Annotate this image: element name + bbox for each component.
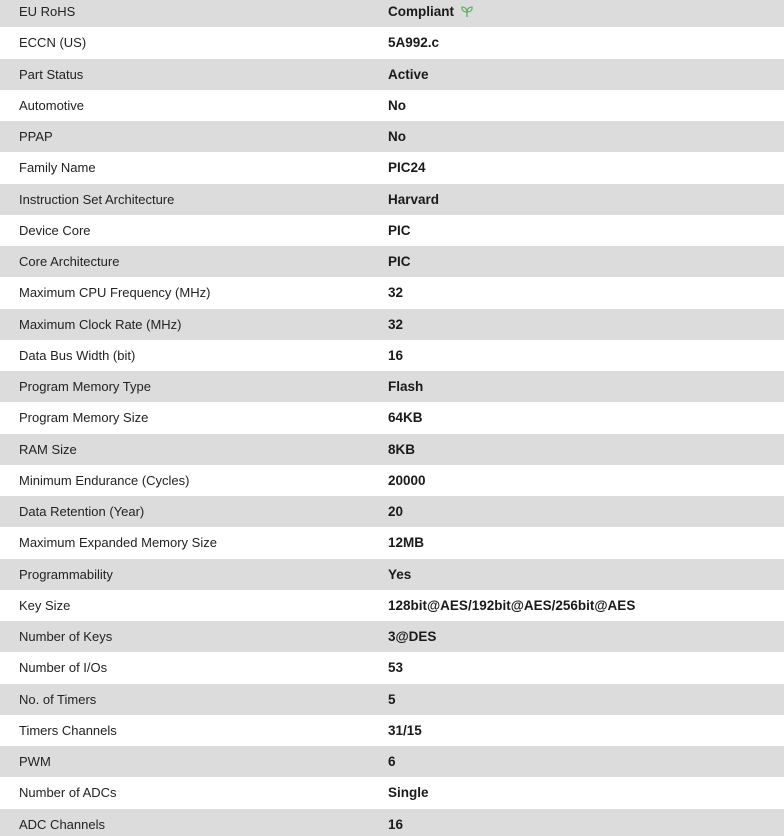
spec-value: 6 <box>388 754 396 770</box>
spec-value: 31/15 <box>388 722 422 738</box>
spec-row-number-of-adcs <box>0 777 784 808</box>
spec-row-min-endurance <box>0 465 784 496</box>
spec-label: Instruction Set Architecture <box>19 191 175 207</box>
spec-value: 12MB <box>388 535 425 551</box>
spec-value: Active <box>388 66 429 82</box>
spec-row-no-of-timers <box>0 684 784 715</box>
spec-value-cell <box>388 4 784 19</box>
spec-value: Flash <box>388 379 424 395</box>
spec-value: No <box>388 97 406 113</box>
spec-row-key-size <box>0 590 784 621</box>
spec-row-program-memory-type <box>0 371 784 402</box>
spec-value: Compliant <box>388 4 454 20</box>
spec-label: Number of Keys <box>19 629 113 645</box>
spec-row-ram-size <box>0 434 784 465</box>
spec-label: EU RoHS <box>19 4 76 20</box>
spec-value: 8KB <box>388 441 416 457</box>
spec-label: Program Memory Type <box>19 379 151 395</box>
spec-value: 128bit@AES/192bit@AES/256bit@AES <box>388 597 636 613</box>
spec-value: 16 <box>388 816 404 832</box>
spec-row-core-architecture <box>0 246 784 277</box>
spec-value: PIC <box>388 254 411 270</box>
spec-label: Core Architecture <box>19 254 120 270</box>
spec-label: Maximum Clock Rate (MHz) <box>19 316 182 332</box>
spec-label: PWM <box>19 754 51 770</box>
spec-row-ppap <box>0 121 784 152</box>
spec-row-device-core <box>0 215 784 246</box>
spec-label: Number of ADCs <box>19 785 117 801</box>
spec-label: Maximum Expanded Memory Size <box>19 535 217 551</box>
spec-row-adc-channels <box>0 809 784 836</box>
spec-label: RAM Size <box>19 441 77 457</box>
spec-label: Minimum Endurance (Cycles) <box>19 472 190 488</box>
spec-value: 5 <box>388 691 396 707</box>
spec-label: ADC Channels <box>19 816 105 832</box>
spec-value: 53 <box>388 660 404 676</box>
spec-label: Number of I/Os <box>19 660 108 676</box>
spec-row-timers-channels <box>0 715 784 746</box>
spec-value: 32 <box>388 285 404 301</box>
spec-row-data-retention <box>0 496 784 527</box>
spec-label: Device Core <box>19 222 91 238</box>
spec-value: Yes <box>388 566 412 582</box>
spec-label: Program Memory Size <box>19 410 149 426</box>
spec-value: PIC <box>388 222 411 238</box>
spec-row-programmability <box>0 559 784 590</box>
spec-value: 5A992.c <box>388 35 440 51</box>
spec-label: Programmability <box>19 566 113 582</box>
spec-value: Single <box>388 785 429 801</box>
spec-row-family-name <box>0 152 784 183</box>
spec-value: 3@DES <box>388 629 437 645</box>
spec-value: 20 <box>388 504 404 520</box>
spec-row-max-clock-rate <box>0 309 784 340</box>
spec-label: PPAP <box>19 129 53 145</box>
spec-label: Maximum CPU Frequency (MHz) <box>19 285 211 301</box>
spec-label: Part Status <box>19 66 84 82</box>
spec-row-data-bus-width <box>0 340 784 371</box>
spec-value: PIC24 <box>388 160 426 176</box>
spec-value: 20000 <box>388 472 426 488</box>
spec-row-eccn <box>0 27 784 58</box>
spec-label: Timers Channels <box>19 722 117 738</box>
spec-row-number-of-keys <box>0 621 784 652</box>
spec-label: Key Size <box>19 597 71 613</box>
spec-row-part-status <box>0 59 784 90</box>
spec-label: ECCN (US) <box>19 35 87 51</box>
spec-row-max-expanded-memory <box>0 527 784 558</box>
spec-label: No. of Timers <box>19 691 97 707</box>
spec-row-instruction-set <box>0 184 784 215</box>
spec-row-program-memory-size <box>0 402 784 433</box>
spec-label: Data Retention (Year) <box>19 504 145 520</box>
rohs-leaf-icon <box>460 6 474 18</box>
spec-label: Automotive <box>19 97 85 113</box>
spec-row-max-cpu-frequency <box>0 277 784 308</box>
spec-row-automotive <box>0 90 784 121</box>
spec-value: 16 <box>388 347 404 363</box>
spec-label: Data Bus Width (bit) <box>19 347 136 363</box>
spec-value: 64KB <box>388 410 423 426</box>
spec-row-pwm <box>0 746 784 777</box>
spec-label: Family Name <box>19 160 96 176</box>
spec-value: Harvard <box>388 191 440 207</box>
spec-row-number-of-ios <box>0 652 784 683</box>
spec-value: No <box>388 129 406 145</box>
spec-value: 32 <box>388 316 404 332</box>
spec-row-eu-rohs <box>0 0 784 27</box>
